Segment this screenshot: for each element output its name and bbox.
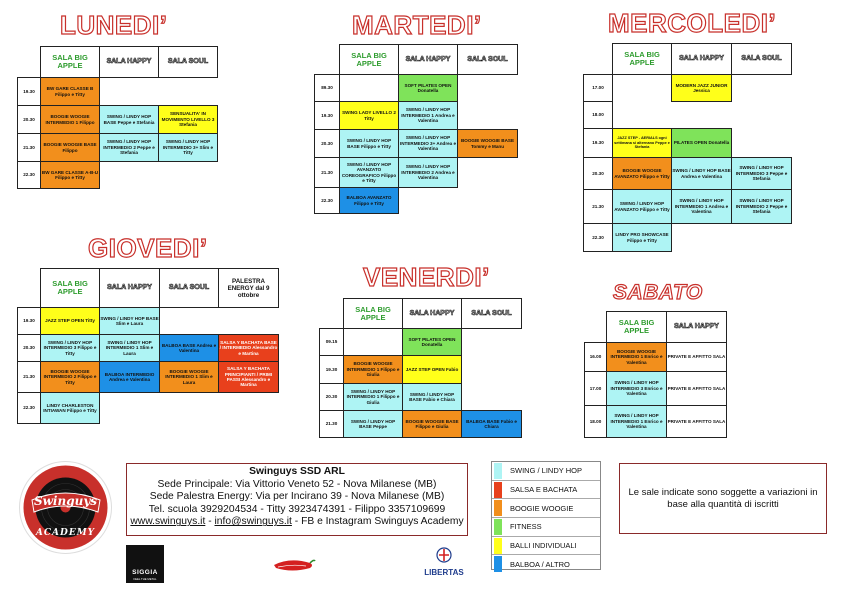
class-cell: BOOGIE WOOGIE BASE Filippo e Giulia bbox=[403, 411, 462, 438]
legend-label: FITNESS bbox=[510, 522, 542, 532]
class-cell: SWING / LINDY HOP BASE Slim e Laura bbox=[100, 308, 160, 335]
email-link[interactable]: info@swinguys.it bbox=[214, 516, 292, 528]
time-slot: 22.30 bbox=[18, 162, 41, 189]
class-cell: BOOGIE WOOGIE BASE Filippo bbox=[41, 134, 100, 162]
class-cell: BALBOA AVANZATO Filippo e Titty bbox=[340, 188, 399, 214]
swinguys-academy-logo bbox=[18, 460, 113, 555]
class-cell: SALSA Y BACHATA BASE / INTERMEDIO Alessandro e Martina bbox=[219, 335, 279, 362]
header-palestra: PALESTRA ENERGY dal 9 ottobre bbox=[219, 269, 279, 308]
time-slot: 19.30 bbox=[18, 308, 41, 335]
libertas-emblem-icon bbox=[436, 547, 452, 563]
class-cell: JAZZ STEP OPEN Fabio bbox=[403, 356, 462, 384]
legend bbox=[491, 461, 601, 570]
header-happy: SALA HAPPY bbox=[100, 269, 160, 308]
company-name: Swinguys SSD ARL bbox=[249, 466, 345, 477]
legend-item-swing bbox=[492, 462, 600, 481]
time-slot: 21.30 bbox=[320, 411, 344, 438]
website-link[interactable]: www.swinguys.it bbox=[130, 516, 206, 528]
libertas-name: LIBERTAS bbox=[424, 568, 464, 577]
time-slot: 20.30 bbox=[315, 130, 340, 158]
class-cell: JAZZ STEP OPEN Titty bbox=[41, 308, 100, 335]
legend-item-boogie bbox=[492, 499, 600, 518]
time-slot: 17.00 bbox=[585, 372, 607, 406]
time-slot: 19.30 bbox=[584, 129, 613, 158]
day-title-sabato: SABATO bbox=[613, 281, 703, 304]
legend-label: BALLI INDIVIDUALI bbox=[510, 541, 577, 551]
time-slot: 19.30 bbox=[320, 356, 344, 384]
class-cell: SWING / LINDY HOP INTERMEDIO 3+ Andrea e Valentina bbox=[399, 130, 458, 158]
time-slot: 18.00 bbox=[584, 102, 613, 129]
schedule-martedi bbox=[314, 44, 518, 214]
class-cell: BOOGIE WOOGIE INTERMEDIO 1 Filippo bbox=[41, 106, 100, 134]
legend-item-balboa bbox=[492, 555, 600, 573]
header-happy: SALA HAPPY bbox=[399, 45, 458, 75]
header-soul: SALA SOUL bbox=[160, 269, 219, 308]
header-big-apple: SALA BIG APPLE bbox=[41, 269, 100, 308]
siggia-name: SIGGIA bbox=[132, 569, 158, 576]
class-cell: LINDY PRO SHOWCASE Filippo e Titty bbox=[613, 224, 672, 252]
class-cell: SWING / LINDY HOP BASE Peppe bbox=[344, 411, 403, 438]
web-line bbox=[127, 516, 467, 529]
time-slot: 20.30 bbox=[584, 158, 613, 190]
class-cell: BW GARE CLASSE A-B-U Filippo e Titty bbox=[41, 162, 100, 189]
class-cell: BALBOA BASE Fabio e Chiara bbox=[462, 411, 522, 438]
legend-item-individual bbox=[492, 537, 600, 556]
class-cell: SWING / LINDY HOP AVANZATO COREOGRAFICO Filippo e Titty bbox=[340, 158, 399, 188]
legend-swatch bbox=[494, 482, 502, 498]
class-cell: BALBOA BASE Andrea e Valentina bbox=[160, 335, 219, 362]
time-slot: 22.30 bbox=[584, 224, 613, 252]
class-cell: SWING / LINDY HOP INTERMEDIO 3+ Slim e Titty bbox=[159, 134, 218, 162]
class-cell: PRIVATE E AFFITTO SALA bbox=[667, 372, 727, 406]
day-title-venerdi: VENERDI’ bbox=[363, 262, 490, 292]
class-cell: SWING / LINDY HOP BASE Andrea e Valentina bbox=[672, 158, 732, 190]
legend-label: BOOGIE WOOGIE bbox=[510, 503, 574, 513]
class-cell: BW GARE CLASSE B Filippo e Titty bbox=[41, 78, 100, 106]
class-cell: BOOGIE WOOGIE INTERMEDIO 1 Slim e Laura bbox=[160, 362, 219, 393]
class-cell: JAZZ STEP - AERIALS ogni settimana si alternano Peppe e Stefania bbox=[613, 129, 672, 158]
siggia-logo bbox=[126, 545, 164, 583]
class-cell: PILATES OPEN Donatella bbox=[672, 129, 732, 158]
schedule-sabato bbox=[584, 311, 727, 438]
chili-pepper-icon bbox=[270, 555, 316, 575]
class-cell: SWING / LINDY HOP INTERMEDIO 1 Andrea e Valentina bbox=[672, 190, 732, 224]
time-slot: 20.30 bbox=[320, 384, 344, 411]
class-cell: PRIVATE E AFFITTO SALA bbox=[667, 406, 727, 438]
schedule-giovedi bbox=[17, 268, 279, 424]
header-soul: SALA SOUL bbox=[732, 44, 792, 75]
legend-swatch bbox=[494, 538, 502, 554]
schedule-lunedi bbox=[17, 46, 218, 189]
class-cell: SALSA Y BACHATA PRINCIPIANTI / PRIMI PASSI Alessandro e Martina bbox=[219, 362, 279, 393]
time-slot: 17.00 bbox=[584, 75, 613, 102]
class-cell: LINDY CHARLESTON INTIAWAN Filippo e Titty bbox=[41, 393, 100, 424]
class-cell: SWING / LINDY HOP INTERMEDIO 3 Enrico e Valentina bbox=[607, 372, 667, 406]
legend-label: SALSA E BACHATA bbox=[510, 485, 578, 495]
time-slot: 19.30 bbox=[315, 102, 340, 130]
class-cell: SWING / LINDY HOP INTERMEDIO 3 Peppe e Stefania bbox=[732, 158, 792, 190]
legend-label: SWING / LINDY HOP bbox=[510, 466, 582, 476]
time-slot: 19.30 bbox=[18, 78, 41, 106]
header-soul: SALA SOUL bbox=[458, 45, 518, 75]
day-title-lunedi: LUNEDI’ bbox=[60, 10, 168, 40]
legend-item-salsa bbox=[492, 481, 600, 500]
class-cell: SWING / LINDY HOP INTERMEDIO 1 Slim e Laura bbox=[100, 335, 160, 362]
class-cell: MODERN JAZZ JUNIOR Jessica bbox=[672, 75, 732, 102]
info-box bbox=[126, 463, 468, 536]
header-big-apple: SALA BIG APPLE bbox=[613, 44, 672, 75]
legend-item-fitness bbox=[492, 518, 600, 537]
class-cell: BOOGIE WOOGIE INTERMEDIO 1 Filippo e Giulia bbox=[344, 356, 403, 384]
class-cell: SWING / LINDY HOP INTERMEDIO 1 Filippo e Giulia bbox=[344, 384, 403, 411]
header-soul: SALA SOUL bbox=[159, 47, 218, 78]
day-title-martedi: MARTEDI’ bbox=[352, 10, 482, 40]
header-happy: SALA HAPPY bbox=[100, 47, 159, 78]
class-cell: SWING / LINDY HOP BASE Fabio e Chiara bbox=[403, 384, 462, 411]
time-slot: 22.30 bbox=[315, 188, 340, 214]
time-slot: 21.30 bbox=[18, 362, 41, 393]
class-cell: BOOGIE WOOGIE BASE Tommy e Manu bbox=[458, 130, 518, 158]
header-big-apple: SALA BIG APPLE bbox=[41, 47, 100, 78]
address-palestra: Sede Palestra Energy: Via per Incirano 39 - Nova Milanese (MB) bbox=[149, 491, 445, 503]
header-happy: SALA HAPPY bbox=[667, 312, 727, 343]
class-cell: SWING / LINDY HOP AVANZATO Filippo e Titty bbox=[613, 190, 672, 224]
time-slot: 22.30 bbox=[18, 393, 41, 424]
class-cell: BOOGIE WOOGIE INTERMEDIO 2 Filippo e Titty bbox=[41, 362, 100, 393]
header-soul: SALA SOUL bbox=[462, 299, 522, 329]
class-cell: SOFT PILATES OPEN Donatella bbox=[403, 329, 462, 356]
time-slot: 21.30 bbox=[18, 134, 41, 162]
class-cell: SWING LADY LIVELLO 2 Titty bbox=[340, 102, 399, 130]
day-title-mercoledi: MERCOLEDI’ bbox=[608, 8, 777, 38]
notice-text: Le sale indicate sono soggette a variazioni in base alla quantità di iscritti bbox=[628, 486, 818, 510]
time-slot: 21.30 bbox=[315, 158, 340, 188]
time-slot: 09.15 bbox=[320, 329, 344, 356]
address-main: Sede Principale: Via Vittorio Veneto 52 - Nova Milanese (MB) bbox=[157, 478, 437, 490]
notice-box bbox=[619, 463, 827, 534]
time-slot: 89.30 bbox=[315, 75, 340, 102]
legend-swatch bbox=[494, 556, 502, 572]
time-slot: 21.30 bbox=[584, 190, 613, 224]
class-cell: SWING / LINDY HOP INTERMEDIO 1 Andrea e Valentina bbox=[399, 102, 458, 130]
class-cell: SWING / LINDY HOP BASE Filippo e Titty bbox=[340, 130, 399, 158]
day-title-giovedi: GIOVEDI’ bbox=[88, 233, 208, 263]
class-cell: SENSUALITA' IN MOVIMENTO LIVELLO 3 Stefania bbox=[159, 106, 218, 134]
class-cell: BOOGIE WOOGIE INTERMEDIO 1 Enrico e Valentina bbox=[607, 343, 667, 372]
legend-label: BALBOA / ALTRO bbox=[510, 559, 570, 569]
class-cell: SWING / LINDY HOP INTERMEDIO 3 Filippo e Titty bbox=[41, 335, 100, 362]
class-cell: SOFT PILATES OPEN Donatella bbox=[399, 75, 458, 102]
schedule-mercoledi bbox=[583, 43, 792, 252]
header-big-apple: SALA BIG APPLE bbox=[607, 312, 667, 343]
legend-swatch bbox=[494, 519, 502, 535]
logo-text-top: Swinguys bbox=[33, 494, 98, 508]
time-slot: 16.00 bbox=[585, 343, 607, 372]
class-cell: SWING / LINDY HOP INTERMEDIO 2 Andrea e Valentina bbox=[399, 158, 458, 188]
separator: - bbox=[205, 516, 215, 528]
header-happy: SALA HAPPY bbox=[672, 44, 732, 75]
time-slot: 20.30 bbox=[18, 106, 41, 134]
legend-swatch bbox=[494, 500, 502, 516]
class-cell: SWING / LINDY HOP BASE Peppe e Stefania bbox=[100, 106, 159, 134]
siggia-tagline: FEEL THE METAL bbox=[133, 577, 157, 581]
time-slot: 18.00 bbox=[585, 406, 607, 438]
class-cell: PRIVATE E AFFITTO SALA bbox=[667, 343, 727, 372]
header-happy: SALA HAPPY bbox=[403, 299, 462, 329]
libertas-logo bbox=[419, 547, 469, 577]
class-cell: BOOGIE WOOGIE AVANZATO Filippo e Titty bbox=[613, 158, 672, 190]
class-cell: SWING / LINDY HOP INTERMEDIO 2 Peppe e Stefania bbox=[732, 190, 792, 224]
social-text: - FB e Instagram Swinguys Academy bbox=[291, 516, 464, 528]
class-cell: BALBOA INTERMEDIO Andrea e Valentina bbox=[100, 362, 160, 393]
header-big-apple: SALA BIG APPLE bbox=[340, 45, 399, 75]
logo-text-bottom: ACADEMY bbox=[35, 528, 96, 538]
chili-logo bbox=[270, 555, 316, 575]
legend-swatch bbox=[494, 463, 502, 479]
class-cell: SWING / LINDY HOP INTERMEDIO 1 Enrico e Valentina bbox=[607, 406, 667, 438]
time-slot: 20.30 bbox=[18, 335, 41, 362]
header-big-apple: SALA BIG APPLE bbox=[344, 299, 403, 329]
phone-numbers: Tel. scuola 3929204534 - Titty 3923474391 - Filippo 3357109699 bbox=[148, 503, 446, 515]
class-cell: SWING / LINDY HOP INTERMEDIO 2 Peppe e Stefania bbox=[100, 134, 159, 162]
schedule-venerdi bbox=[319, 298, 522, 438]
